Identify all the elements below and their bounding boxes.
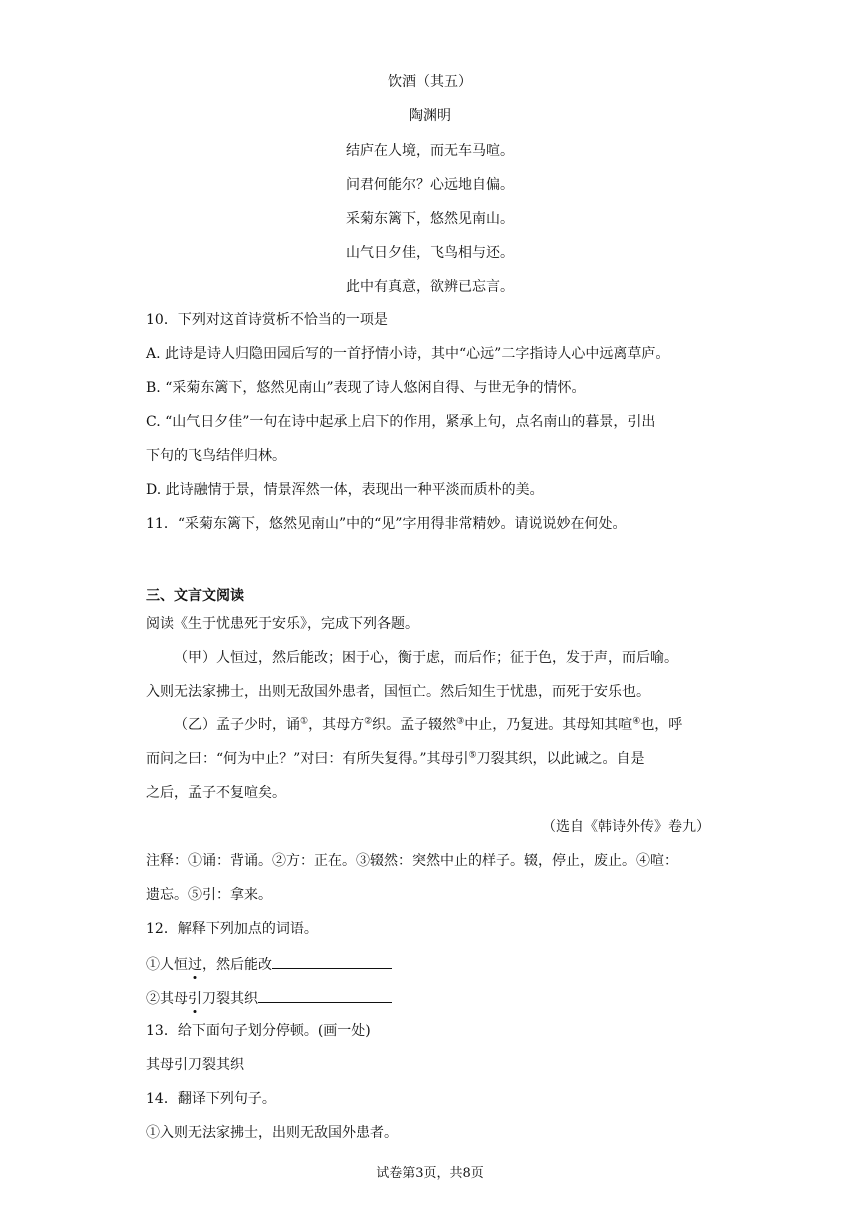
poem-author: 陶渊明 <box>409 108 451 124</box>
question-12-item-1 <box>146 953 392 975</box>
passage-text: 刀裂其织，以此诫之。自是 <box>476 751 645 767</box>
question-10-option-a: A. 此诗是诗人归隐田园后写的一首抒情小诗，其中“心远”二字指诗人心中远离草庐。 <box>146 346 670 362</box>
question-12-item-2 <box>146 987 392 1009</box>
question-10-option-c-cont: 下句的飞鸟结伴归林。 <box>146 448 286 464</box>
reading-intro: 阅读《生于忧患死于安乐》，完成下列各题。 <box>146 616 419 632</box>
passage-yi-line <box>146 749 645 769</box>
passage-source: （选自《韩诗外传》卷九） <box>542 819 710 835</box>
question-10-stem: 10．下列对这首诗赏析不恰当的一项是 <box>146 312 388 328</box>
question-text: ②其母 <box>146 991 188 1007</box>
question-text: ，然后能改 <box>202 957 272 973</box>
question-13-stem: 13．给下面句子划分停顿。(画一处) <box>146 1023 371 1039</box>
passage-yi-line: 之后，孟子不复喧矣。 <box>146 785 286 801</box>
question-text: 刀裂其织 <box>202 991 258 1007</box>
passage-yi-line <box>174 715 682 735</box>
question-text: ①人恒 <box>146 957 188 973</box>
passage-text: 中止，乃复进。其母知其喧 <box>464 717 633 733</box>
page-footer: 试卷第3页，共8页 <box>376 1166 484 1181</box>
footnote-ref: ① <box>300 716 309 727</box>
passage-text: （乙）孟子少时，诵 <box>174 717 300 733</box>
annotations-line: 遗忘。⑤引：拿来。 <box>146 887 272 903</box>
question-10-option-d: D. 此诗融情于景，情景浑然一体，表现出一种平淡而质朴的美。 <box>146 482 544 498</box>
question-10-option-b: B. “采菊东篱下，悠然见南山”表现了诗人悠闲自得、与世无争的情怀。 <box>146 380 586 396</box>
question-11: 11．“采菊东篱下，悠然见南山”中的“见”字用得非常精妙。请说说妙在何处。 <box>146 516 627 532</box>
passage-jia-line: 入则无法家拂士，出则无敌国外患者，国恒亡。然后知生于忧患，而死于安乐也。 <box>146 684 650 700</box>
passage-text: 也，呼 <box>640 717 683 733</box>
answer-blank[interactable] <box>258 987 392 1003</box>
poem-line: 采菊东篱下，悠然见南山。 <box>346 211 514 227</box>
footnote-ref: ③ <box>456 716 465 727</box>
answer-blank[interactable] <box>272 953 392 969</box>
question-14-item-1: ①入则无法家拂士，出则无敌国外患者。 <box>146 1125 398 1141</box>
poem-line: 问君何能尔？心远地自偏。 <box>346 177 514 193</box>
dotted-word: 引 <box>188 991 202 1007</box>
footnote-ref: ② <box>364 716 373 727</box>
question-12-stem: 12．解释下列加点的词语。 <box>146 921 318 937</box>
question-14-stem: 14．翻译下列句子。 <box>146 1091 276 1107</box>
passage-jia-line: （甲）人恒过，然后能改；困于心，衡于虑，而后作；征于色，发于声，而后喻。 <box>174 650 678 666</box>
passage-text: 而问之曰：“何为中止？”对曰：有所失复得。”其母引 <box>146 751 469 767</box>
footnote-ref: ④ <box>632 716 641 727</box>
poem-line: 结庐在人境，而无车马喧。 <box>346 143 514 159</box>
poem-line: 此中有真意，欲辨已忘言。 <box>346 279 514 295</box>
poem-title: 饮酒（其五） <box>388 74 472 90</box>
passage-text: ，其母方 <box>308 717 365 733</box>
question-10-option-c: C. “山气日夕佳”一句在诗中起承上启下的作用，紧承上句，点名南山的暮景，引出 <box>146 414 656 430</box>
poem-line: 山气日夕佳，飞鸟相与还。 <box>346 245 514 261</box>
passage-text: 织。孟子辍然 <box>372 717 457 733</box>
annotations-line: 注释：①诵：背诵。②方：正在。③辍然：突然中止的样子。辍，停止，废止。④喧： <box>146 853 678 869</box>
section-heading: 三、文言文阅读 <box>146 588 244 604</box>
dotted-word: 过 <box>188 957 202 973</box>
footnote-ref: ⑤ <box>468 750 477 761</box>
question-13-sentence: 其母引刀裂其织 <box>146 1057 244 1073</box>
